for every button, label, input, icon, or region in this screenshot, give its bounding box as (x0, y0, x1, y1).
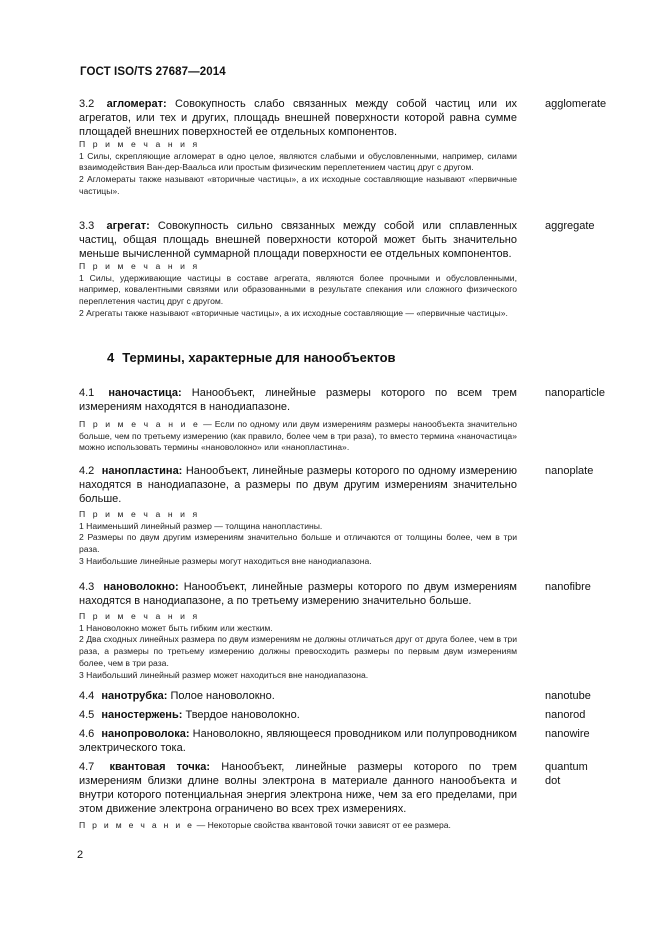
english-term: nanotube (545, 690, 591, 702)
note-item: 1 Наименьший линейный размер — толщина нанопластины. (79, 520, 323, 531)
entry-definition: Нанообъект, линейные размеры которого по трем измерениям близки длине волны электрона в материале данного нанообъекта и внутри которого потенциальная энергия электрона ниже, чем за его пределами, при этом движение электрона ограничено во всех трех измерениях. (79, 761, 517, 815)
note-item: 1 Силы, скрепляющие агломерат в одно целое, являются слабыми и обусловленными, например, силами взаимодействия Ван-дер-Ваальса или простым физическим переплетением частиц друг с другом. (79, 150, 517, 173)
document-header: ГОСТ ISO/TS 27687—2014 (80, 66, 226, 78)
entry-nanoplate (79, 464, 517, 506)
english-term: nanofibre (545, 581, 591, 593)
english-term: nanowire (545, 728, 590, 740)
notes-block (79, 139, 517, 198)
note-block (79, 419, 517, 454)
entry-definition: Нанообъект, линейные размеры которого по всем трем измерениям находятся в нанодиапазоне. (79, 387, 517, 413)
notes-block (79, 509, 517, 568)
notes-title: П р и м е ч а н и я (79, 261, 200, 271)
note-item: 3 Наибольшие линейные размеры могут находиться вне нанодиапазона. (79, 555, 372, 566)
entry-nanowire (79, 727, 517, 755)
entry-term: нановолокно: (103, 581, 179, 593)
english-term: aggregate (545, 220, 595, 232)
entry-nanofibre (79, 580, 517, 608)
note-block (79, 820, 517, 832)
english-term (545, 760, 588, 788)
page-number: 2 (77, 849, 84, 861)
entry-term: нанотрубка: (101, 690, 168, 702)
note-title: П р и м е ч а н и е (79, 820, 195, 830)
entry-number: 4.4 (79, 690, 95, 702)
entry-quantum-dot (79, 760, 517, 816)
notes-block (79, 611, 517, 681)
section-number: 4 (107, 350, 115, 365)
entry-definition: Нанообъект, линейные размеры которого по двум измерениям находятся в нанодиапазоне, а по третьему измерению значительно больше. (79, 581, 517, 607)
note-item: 2 Размеры по двум другим измерениям значительно больше и отличаются от толщины более, чем в три раза. (79, 532, 517, 555)
english-term: nanorod (545, 709, 586, 721)
entry-number: 4.7 (79, 761, 95, 773)
entry-definition: Совокупность слабо связанных между собой частиц или их агрегатов, или тех и других, площадь внешней поверхности которой равна сумме площадей внешних поверхностей ее отдельных компонентов. (79, 98, 517, 138)
entry-term: наностержень: (101, 709, 183, 721)
entry-definition: Нанообъект, линейные размеры которого по одному измерению находятся в нанодиапазоне, а размеры по двум другим измерениям значительно больше. (79, 465, 517, 505)
entry-number: 3.2 (79, 98, 95, 110)
note-text: — Если по одному или двум измерениям размеры нанообъекта значительно больше, чем по третьему измерению (как правило, более чем в три раза), то вместо термина «наночастица» можно использовать термины «нановолокно» или «нанопластина». (79, 419, 517, 453)
entry-term: агрегат: (106, 220, 150, 232)
notes-title: П р и м е ч а н и я (79, 139, 200, 149)
english-term-line: quantum (545, 761, 588, 773)
entry-definition: Совокупность сильно связанных между собой или сплавленных частиц, общая площадь внешней поверхности которой может быть значительно меньше вычисленной суммарной площади поверхности ее отдельных компонентов. (79, 220, 517, 260)
entry-nanorod (79, 708, 517, 722)
notes-title: П р и м е ч а н и я (79, 509, 200, 519)
entry-nanotube (79, 689, 517, 703)
note-item: 1 Силы, удерживающие частицы в составе агрегата, являются более прочными и обусловленными, например, ковалентными связями или образованными в результате спекания или сложного физического переплетения частиц друг с другом. (79, 272, 517, 307)
entry-number: 4.6 (79, 728, 95, 740)
entry-number: 4.1 (79, 387, 95, 399)
entry-definition: Полое нановолокно. (170, 690, 275, 702)
english-term: agglomerate (545, 98, 607, 110)
note-item: 1 Нановолокно может быть гибким или жестким. (79, 622, 273, 633)
entry-definition: Твердое нановолокно. (185, 709, 300, 721)
entry-agglomerate (79, 97, 517, 139)
note-item: 2 Агрегаты также называют «вторичные частицы», а их исходные составляющие — «первичные частицы». (79, 307, 508, 318)
english-term: nanoparticle (545, 387, 605, 399)
english-term: nanoplate (545, 465, 594, 477)
entry-term: нанопроволока: (101, 728, 190, 740)
note-item: 2 Два сходных линейных размера по двум измерениям не должны отличаться друг от друга более, чем в три раза, а размеры по третьему измерению должны превосходить размеры по первым двум измерениям более, чем в три раза. (79, 634, 517, 668)
entry-number: 3.3 (79, 220, 95, 232)
entry-nanoparticle (79, 386, 517, 414)
note-title: П р и м е ч а н и е (79, 419, 201, 429)
entry-definition: Нановолокно, являющееся проводником или полупроводником электрического тока. (79, 728, 517, 754)
note-item: 2 Агломераты также называют «вторичные частицы», а их исходные составляющие называют «первичные частицы». (79, 174, 517, 196)
entry-term: агломерат: (106, 98, 167, 110)
entry-term: нанопластина: (101, 465, 183, 477)
entry-aggregate (79, 219, 517, 261)
section-heading (107, 350, 396, 365)
notes-title: П р и м е ч а н и я (79, 611, 200, 621)
entry-number: 4.5 (79, 709, 95, 721)
entry-term: квантовая точка: (109, 761, 211, 773)
entry-number: 4.2 (79, 465, 95, 477)
entry-number: 4.3 (79, 581, 95, 593)
section-title: Термины, характерные для нанообъектов (122, 350, 396, 365)
note-item: 3 Наибольший линейный размер может находиться вне нанодиапазона. (79, 669, 369, 680)
entry-term: наночастица: (108, 387, 182, 399)
notes-block (79, 261, 517, 320)
note-text: — Некоторые свойства квантовой точки зависят от ее размера. (196, 820, 451, 830)
english-term-line: dot (545, 775, 561, 787)
